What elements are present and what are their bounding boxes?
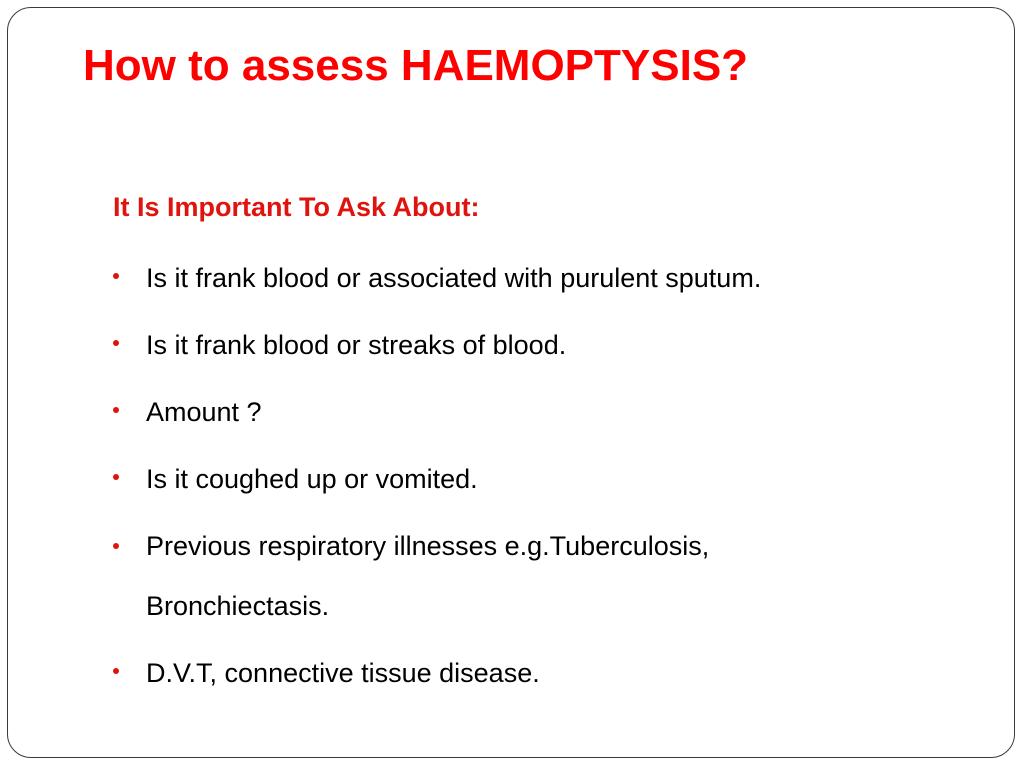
bullet-list: [113, 258, 993, 720]
bullet-item: [113, 653, 993, 693]
bullet-dot-icon: [113, 340, 119, 346]
bullet-dot-icon: [113, 543, 119, 549]
bullet-dot-icon: [113, 474, 119, 480]
bullet-text: Amount ?: [146, 397, 262, 427]
bullet-dot-icon: [113, 273, 119, 279]
bullet-text: D.V.T, connective tissue disease.: [146, 658, 540, 688]
bullet-text: Is it frank blood or associated with purulent sputum.: [146, 263, 762, 293]
section-heading: It Is Important To Ask About:: [113, 192, 480, 222]
bullet-item: [113, 516, 993, 636]
bullet-item: [113, 392, 993, 432]
bullet-text: Is it frank blood or streaks of blood.: [146, 330, 567, 360]
bullet-text: Previous respiratory illnesses e.g.Tuberculosis, Bronchiectasis.: [146, 531, 710, 621]
bullet-item: [113, 459, 993, 499]
bullet-item: [113, 258, 993, 298]
bullet-text: Is it coughed up or vomited.: [146, 464, 478, 494]
bullet-dot-icon: [113, 668, 119, 674]
bullet-dot-icon: [113, 407, 119, 413]
bullet-item: [113, 325, 993, 365]
slide-title: How to assess HAEMOPTYSIS?: [83, 41, 749, 90]
